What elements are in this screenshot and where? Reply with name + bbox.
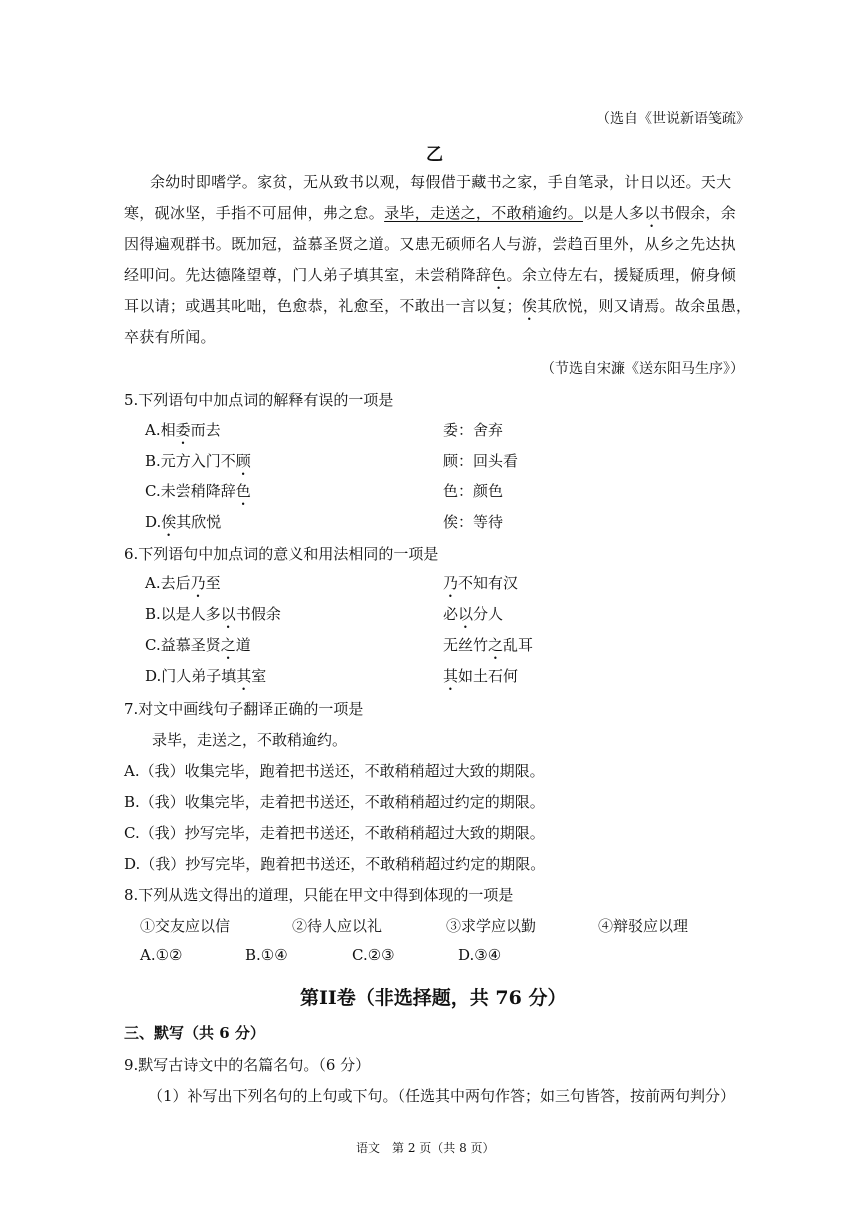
source-yi: （节选自宋濂《送东阳马生序》） [541, 361, 744, 377]
q6-option-c[interactable]: C.益慕圣贤之道 [145, 636, 251, 654]
q5-expl-d: 俟：等待 [443, 513, 504, 531]
q5-option-d[interactable]: D.俟其欣悦 [145, 513, 222, 531]
passage-line: 卒获有所闻。 [124, 328, 216, 346]
q9-stem: 9.默写古诗文中的名篇名句。（6 分） [124, 1056, 371, 1074]
q5-option-c[interactable]: C.未尝稍降辞色 [145, 482, 251, 500]
q8-stem: 8.下列从选文得出的道理，只能在甲文中得到体现的一项是 [124, 886, 514, 904]
q5-option-b[interactable]: B.元方入门不顾 [145, 452, 251, 470]
q6-compare-b: 必以分人 [443, 605, 504, 623]
q6-compare-d: 其如土石何 [443, 667, 519, 685]
source-jia: （选自《世说新语笺疏》 [596, 111, 750, 127]
q6-option-a[interactable]: A.去后乃至 [145, 574, 221, 592]
passage-line: 耳以请；或遇其叱咄，色愈恭，礼愈至，不敢出一言以复；俟其欣悦，则又请焉。故余虽愚， [124, 297, 752, 315]
q8-option-b[interactable]: B.①④ [245, 946, 288, 964]
passage-line: 余幼时即嗜学。家贫，无从致书以观，每假借于藏书之家，手自笔录，计日以还。天大 [150, 173, 732, 191]
q7-quote: 录毕，走送之，不敢稍逾约。 [152, 731, 348, 749]
page-footer: 语文 第 2 页（共 8 页） [356, 1141, 495, 1155]
q5-expl-a: 委：舍弃 [443, 421, 504, 439]
q8-item-1: ①交友应以信 [140, 917, 231, 935]
passage-heading: 乙 [426, 145, 443, 165]
q7-option-c[interactable]: C.（我）抄写完毕，走着把书送还，不敢稍稍超过大致的期限。 [124, 824, 545, 842]
q6-stem: 6.下列语句中加点词的意义和用法相同的一项是 [124, 545, 439, 563]
q8-item-4: ④辩驳应以理 [598, 917, 689, 935]
passage-yi [124, 167, 752, 353]
q9-sub1: （1）补写出下列名句的上句或下句。（任选其中两句作答；如三句皆答，按前两句判分） [148, 1087, 736, 1105]
q6-option-b[interactable]: B.以是人多以书假余 [145, 605, 281, 623]
q6-compare-a: 乃不知有汉 [443, 574, 519, 592]
passage-line: 寒，砚冰坚，手指不可屈伸，弗之怠。录毕，走送之，不敢稍逾约。以是人多以书假余，余 [124, 204, 737, 222]
q8-option-d[interactable]: D.③④ [458, 946, 502, 964]
q8-option-c[interactable]: C.②③ [352, 946, 395, 964]
section3-heading: 三、默写（共 6 分） [124, 1024, 265, 1042]
part2-title: 第II卷（非选择题，共 76 分） [300, 987, 567, 1009]
q5-option-a[interactable]: A.相委而去 [145, 421, 221, 439]
q7-option-a[interactable]: A.（我）收集完毕，跑着把书送还，不敢稍稍超过大致的期限。 [124, 762, 545, 780]
q5-stem: 5.下列语句中加点词的解释有误的一项是 [124, 391, 394, 409]
q6-compare-c: 无丝竹之乱耳 [443, 636, 534, 654]
q8-item-2: ②待人应以礼 [292, 917, 383, 935]
q5-expl-b: 顾：回头看 [443, 452, 519, 470]
q6-option-d[interactable]: D.门人弟子填其室 [145, 667, 267, 685]
q8-option-a[interactable]: A.①② [140, 946, 183, 964]
q5-expl-c: 色：颜色 [443, 482, 504, 500]
q8-item-3: ③求学应以勤 [446, 917, 537, 935]
q7-option-d[interactable]: D.（我）抄写完毕，跑着把书送还，不敢稍稍超过约定的期限。 [124, 855, 546, 873]
q7-stem: 7.对文中画线句子翻译正确的一项是 [124, 700, 364, 718]
underlined-sentence: 录毕，走送之，不敢稍逾约。 [384, 204, 584, 222]
passage-line: 因得遍观群书。既加冠，益慕圣贤之道。又患无硕师名人与游，尝趋百里外，从乡之先达执 [124, 235, 737, 253]
passage-line: 经叩问。先达德隆望尊，门人弟子填其室，未尝稍降辞色。余立侍左右，援疑质理，俯身倾 [124, 266, 737, 284]
q7-option-b[interactable]: B.（我）收集完毕，走着把书送还，不敢稍稍超过约定的期限。 [124, 793, 545, 811]
